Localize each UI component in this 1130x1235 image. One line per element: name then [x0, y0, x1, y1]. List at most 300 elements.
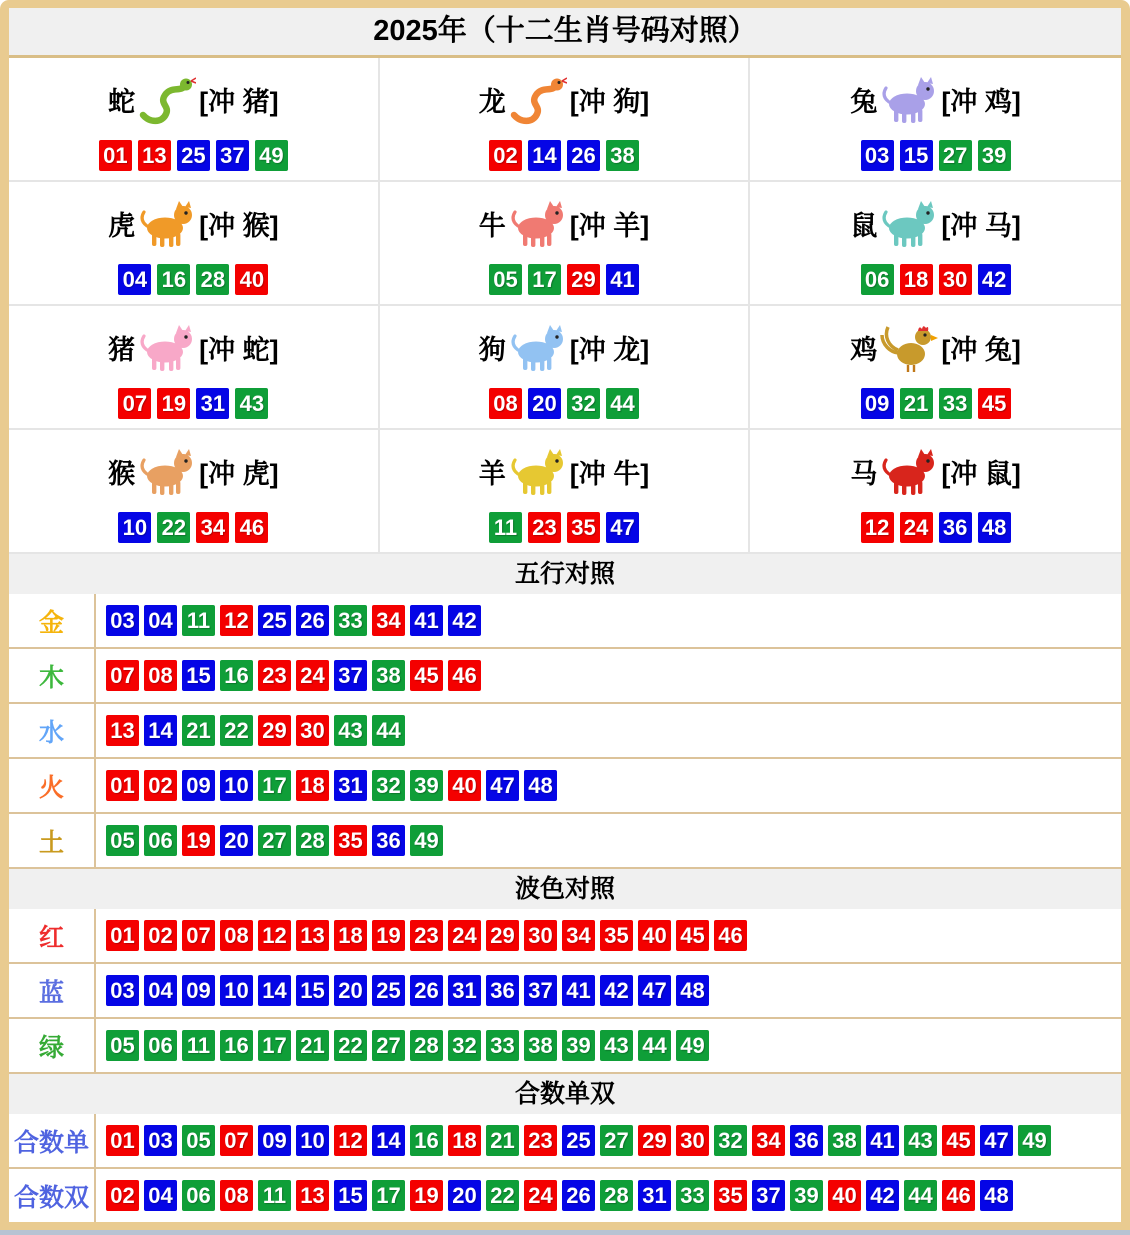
number-ball: 45: [978, 388, 1011, 419]
number-ball: 21: [486, 1125, 519, 1156]
number-ball: 18: [296, 770, 329, 801]
number-ball: 07: [106, 660, 139, 691]
number-ball: 11: [258, 1180, 291, 1211]
number-ball: 10: [296, 1125, 329, 1156]
number-ball: 09: [258, 1125, 291, 1156]
number-ball: 07: [182, 920, 215, 951]
number-ball: 07: [118, 388, 151, 419]
category-row: [9, 757, 1121, 812]
zodiac-clash-label: [冲 鸡]: [941, 87, 1021, 117]
number-ball: 09: [861, 388, 894, 419]
section-header: 五行对照: [9, 554, 1121, 594]
number-ball: 11: [182, 1030, 215, 1061]
number-ball: 10: [220, 770, 253, 801]
number-ball: 14: [258, 975, 291, 1006]
number-ball: 45: [676, 920, 709, 951]
number-ball: 22: [486, 1180, 519, 1211]
zodiac-clash-label: [冲 羊]: [569, 211, 650, 241]
number-ball: 29: [567, 264, 600, 295]
section: [9, 554, 1121, 867]
number-ball: 44: [606, 388, 639, 419]
zodiac-cell-header: [108, 440, 278, 504]
category-label: 木: [9, 649, 96, 702]
number-ball: 32: [372, 770, 405, 801]
section-rows: [9, 1114, 1121, 1222]
category-row: [9, 1114, 1121, 1167]
category-label: 土: [9, 814, 96, 867]
number-ball: 03: [106, 605, 139, 636]
number-ball: 25: [562, 1125, 595, 1156]
number-ball: 24: [448, 920, 481, 951]
number-ball: 27: [372, 1030, 405, 1061]
number-ball: 45: [410, 660, 443, 691]
number-ball: 01: [99, 140, 132, 171]
section-header: 波色对照: [9, 867, 1121, 909]
number-ball: 19: [410, 1180, 443, 1211]
zodiac-cell-header: [850, 316, 1020, 380]
number-ball: 04: [118, 264, 151, 295]
zodiac-cell-header: [850, 192, 1020, 256]
zodiac-clash-label: [冲 龙]: [569, 335, 650, 365]
zodiac-cell: [9, 430, 380, 554]
number-ball: 09: [182, 770, 215, 801]
category-label: 蓝: [9, 964, 96, 1017]
zodiac-clash-label: [冲 马]: [941, 211, 1021, 241]
goat-icon: [509, 447, 567, 497]
number-ball: 16: [157, 264, 190, 295]
number-ball: 10: [118, 512, 151, 543]
number-ball: 31: [638, 1180, 671, 1211]
number-ball: 28: [410, 1030, 443, 1061]
zodiac-clash-label: [冲 虎]: [199, 459, 279, 489]
number-ball: 01: [106, 1125, 139, 1156]
zodiac-animal-name: 蛇: [108, 87, 136, 117]
number-ball: 41: [562, 975, 595, 1006]
number-ball: 26: [296, 605, 329, 636]
category-label: 绿: [9, 1019, 96, 1072]
number-ball: 22: [334, 1030, 367, 1061]
category-label: 红: [9, 909, 96, 962]
number-ball: 19: [182, 825, 215, 856]
zodiac-animal-name: 狗: [478, 335, 506, 365]
zodiac-animal-name: 马: [850, 459, 878, 489]
category-number-row: [96, 1125, 1051, 1156]
zodiac-animal-name: 猴: [108, 459, 136, 489]
number-ball: 24: [900, 512, 933, 543]
number-ball: 34: [752, 1125, 785, 1156]
number-ball: 08: [489, 388, 522, 419]
zodiac-animal-name: 猪: [108, 335, 136, 365]
monkey-icon: [138, 447, 196, 497]
dragon-icon: [509, 75, 567, 125]
number-ball: 20: [220, 825, 253, 856]
zodiac-cell: [750, 306, 1121, 430]
number-ball: 33: [334, 605, 367, 636]
category-number-row: [96, 920, 747, 951]
category-row: [9, 647, 1121, 702]
zodiac-grid: [9, 58, 1121, 554]
number-ball: 15: [900, 140, 933, 171]
zodiac-cell: [380, 58, 751, 182]
pig-icon: [138, 323, 196, 373]
number-ball: 26: [562, 1180, 595, 1211]
number-ball: 25: [177, 140, 210, 171]
number-ball: 37: [524, 975, 557, 1006]
number-ball: 04: [144, 605, 177, 636]
number-ball: 49: [410, 825, 443, 856]
number-ball: 13: [296, 1180, 329, 1211]
section-header: 合数单双: [9, 1072, 1121, 1114]
zodiac-clash-label: [冲 狗]: [569, 87, 650, 117]
number-ball: 06: [182, 1180, 215, 1211]
number-ball: 01: [106, 770, 139, 801]
zodiac-cell-header: [108, 68, 278, 132]
category-number-row: [96, 975, 709, 1006]
number-ball: 21: [296, 1030, 329, 1061]
number-ball: 04: [144, 975, 177, 1006]
number-ball: 33: [939, 388, 972, 419]
number-ball: 46: [714, 920, 747, 951]
number-ball: 42: [978, 264, 1011, 295]
category-row: [9, 702, 1121, 757]
number-ball: 35: [714, 1180, 747, 1211]
sections-container: [9, 554, 1121, 1222]
zodiac-animal-name: 虎: [108, 211, 136, 241]
number-ball: 36: [486, 975, 519, 1006]
number-ball: 32: [567, 388, 600, 419]
snake-icon: [138, 75, 196, 125]
zodiac-number-row: [489, 264, 639, 295]
zodiac-number-row: [118, 264, 268, 295]
zodiac-clash-label: [冲 牛]: [569, 459, 650, 489]
number-ball: 40: [448, 770, 481, 801]
number-ball: 19: [372, 920, 405, 951]
section-rows: [9, 909, 1121, 1072]
number-ball: 27: [600, 1125, 633, 1156]
number-ball: 07: [220, 1125, 253, 1156]
number-ball: 17: [372, 1180, 405, 1211]
number-ball: 02: [144, 770, 177, 801]
number-ball: 08: [220, 920, 253, 951]
number-ball: 27: [258, 825, 291, 856]
number-ball: 49: [255, 140, 288, 171]
number-ball: 33: [676, 1180, 709, 1211]
page-bottom-strip: [0, 1230, 1130, 1235]
number-ball: 30: [676, 1125, 709, 1156]
number-ball: 23: [258, 660, 291, 691]
number-ball: 49: [676, 1030, 709, 1061]
zodiac-cell-header: [108, 316, 278, 380]
number-ball: 44: [638, 1030, 671, 1061]
number-ball: 21: [182, 715, 215, 746]
number-ball: 44: [372, 715, 405, 746]
number-ball: 09: [182, 975, 215, 1006]
number-ball: 12: [220, 605, 253, 636]
zodiac-number-row: [118, 512, 268, 543]
number-ball: 43: [235, 388, 268, 419]
number-ball: 38: [606, 140, 639, 171]
number-ball: 36: [372, 825, 405, 856]
number-ball: 29: [638, 1125, 671, 1156]
number-ball: 15: [334, 1180, 367, 1211]
number-ball: 02: [489, 140, 522, 171]
number-ball: 47: [606, 512, 639, 543]
number-ball: 03: [106, 975, 139, 1006]
number-ball: 02: [106, 1180, 139, 1211]
number-ball: 46: [448, 660, 481, 691]
number-ball: 17: [258, 1030, 291, 1061]
number-ball: 30: [939, 264, 972, 295]
number-ball: 42: [448, 605, 481, 636]
number-ball: 34: [196, 512, 229, 543]
zodiac-number-row: [861, 264, 1011, 295]
number-ball: 26: [567, 140, 600, 171]
number-ball: 17: [528, 264, 561, 295]
number-ball: 20: [528, 388, 561, 419]
number-ball: 04: [144, 1180, 177, 1211]
number-ball: 46: [235, 512, 268, 543]
number-ball: 15: [296, 975, 329, 1006]
number-ball: 05: [106, 1030, 139, 1061]
number-ball: 35: [600, 920, 633, 951]
number-ball: 18: [448, 1125, 481, 1156]
zodiac-cell-header: [479, 192, 649, 256]
number-ball: 12: [258, 920, 291, 951]
number-ball: 43: [600, 1030, 633, 1061]
number-ball: 35: [567, 512, 600, 543]
number-ball: 08: [220, 1180, 253, 1211]
category-label: 合数单: [9, 1114, 96, 1167]
number-ball: 36: [939, 512, 972, 543]
rabbit-icon: [880, 75, 938, 125]
number-ball: 30: [296, 715, 329, 746]
number-ball: 05: [489, 264, 522, 295]
number-ball: 20: [448, 1180, 481, 1211]
number-ball: 13: [106, 715, 139, 746]
rooster-icon: [880, 323, 938, 373]
zodiac-cell: [380, 182, 751, 306]
horse-icon: [880, 447, 938, 497]
zodiac-cell-header: [479, 440, 649, 504]
number-ball: 24: [524, 1180, 557, 1211]
number-ball: 32: [448, 1030, 481, 1061]
zodiac-cell: [9, 58, 380, 182]
category-number-row: [96, 605, 481, 636]
number-ball: 05: [182, 1125, 215, 1156]
zodiac-cell-header: [108, 192, 278, 256]
zodiac-number-row: [118, 388, 268, 419]
number-ball: 36: [790, 1125, 823, 1156]
number-ball: 06: [144, 825, 177, 856]
number-ball: 42: [866, 1180, 899, 1211]
rat-icon: [880, 199, 938, 249]
category-row: [9, 594, 1121, 647]
number-ball: 44: [904, 1180, 937, 1211]
number-ball: 38: [372, 660, 405, 691]
number-ball: 48: [524, 770, 557, 801]
zodiac-animal-name: 牛: [478, 211, 506, 241]
section: [9, 1072, 1121, 1222]
zodiac-animal-name: 鼠: [850, 211, 878, 241]
zodiac-number-row: [99, 140, 288, 171]
number-ball: 16: [410, 1125, 443, 1156]
ox-icon: [509, 199, 567, 249]
zodiac-clash-label: [冲 兔]: [941, 335, 1021, 365]
category-number-row: [96, 660, 481, 691]
category-number-row: [96, 825, 443, 856]
number-ball: 22: [220, 715, 253, 746]
zodiac-number-row: [489, 140, 639, 171]
number-ball: 11: [489, 512, 522, 543]
number-ball: 38: [524, 1030, 557, 1061]
zodiac-cell: [9, 306, 380, 430]
zodiac-cell: [750, 430, 1121, 554]
number-ball: 37: [216, 140, 249, 171]
category-row: [9, 962, 1121, 1017]
zodiac-clash-label: [冲 猪]: [199, 87, 279, 117]
number-ball: 47: [486, 770, 519, 801]
number-ball: 28: [296, 825, 329, 856]
number-ball: 21: [900, 388, 933, 419]
zodiac-cell: [380, 430, 751, 554]
number-ball: 47: [980, 1125, 1013, 1156]
number-ball: 42: [600, 975, 633, 1006]
zodiac-cell-header: [850, 440, 1020, 504]
category-row: [9, 812, 1121, 867]
number-ball: 40: [638, 920, 671, 951]
number-ball: 16: [220, 660, 253, 691]
category-label: 水: [9, 704, 96, 757]
number-ball: 48: [676, 975, 709, 1006]
dog-icon: [509, 323, 567, 373]
number-ball: 27: [939, 140, 972, 171]
category-number-row: [96, 715, 405, 746]
category-label: 火: [9, 759, 96, 812]
category-number-row: [96, 1030, 709, 1061]
number-ball: 13: [296, 920, 329, 951]
number-ball: 14: [528, 140, 561, 171]
number-ball: 46: [942, 1180, 975, 1211]
number-ball: 39: [978, 140, 1011, 171]
number-ball: 48: [978, 512, 1011, 543]
number-ball: 06: [861, 264, 894, 295]
number-ball: 06: [144, 1030, 177, 1061]
zodiac-cell-header: [479, 68, 649, 132]
number-ball: 34: [372, 605, 405, 636]
number-ball: 39: [562, 1030, 595, 1061]
number-ball: 18: [334, 920, 367, 951]
number-ball: 25: [258, 605, 291, 636]
category-number-row: [96, 770, 557, 801]
number-ball: 03: [861, 140, 894, 171]
zodiac-cell: [750, 58, 1121, 182]
number-ball: 12: [861, 512, 894, 543]
number-ball: 30: [524, 920, 557, 951]
category-label: 金: [9, 594, 96, 647]
number-ball: 23: [528, 512, 561, 543]
number-ball: 15: [182, 660, 215, 691]
number-ball: 43: [904, 1125, 937, 1156]
number-ball: 31: [196, 388, 229, 419]
number-ball: 33: [486, 1030, 519, 1061]
number-ball: 03: [144, 1125, 177, 1156]
number-ball: 31: [334, 770, 367, 801]
number-ball: 26: [410, 975, 443, 1006]
number-ball: 29: [486, 920, 519, 951]
category-label: 合数双: [9, 1169, 96, 1222]
section: [9, 867, 1121, 1072]
number-ball: 17: [258, 770, 291, 801]
number-ball: 31: [448, 975, 481, 1006]
tiger-icon: [138, 199, 196, 249]
number-ball: 16: [220, 1030, 253, 1061]
number-ball: 28: [600, 1180, 633, 1211]
zodiac-clash-label: [冲 蛇]: [199, 335, 279, 365]
number-ball: 01: [106, 920, 139, 951]
zodiac-number-row: [861, 388, 1011, 419]
number-ball: 37: [752, 1180, 785, 1211]
number-ball: 20: [334, 975, 367, 1006]
zodiac-number-row: [861, 512, 1011, 543]
number-ball: 24: [296, 660, 329, 691]
number-ball: 14: [372, 1125, 405, 1156]
number-ball: 41: [410, 605, 443, 636]
number-ball: 38: [828, 1125, 861, 1156]
number-ball: 14: [144, 715, 177, 746]
number-ball: 23: [410, 920, 443, 951]
number-ball: 10: [220, 975, 253, 1006]
zodiac-number-row: [861, 140, 1011, 171]
number-ball: 11: [182, 605, 215, 636]
number-ball: 22: [157, 512, 190, 543]
number-ball: 25: [372, 975, 405, 1006]
zodiac-cell-header: [850, 68, 1020, 132]
zodiac-animal-name: 兔: [850, 87, 878, 117]
zodiac-animal-name: 羊: [478, 459, 506, 489]
number-ball: 39: [410, 770, 443, 801]
zodiac-clash-label: [冲 鼠]: [941, 459, 1021, 489]
number-ball: 05: [106, 825, 139, 856]
number-ball: 47: [638, 975, 671, 1006]
category-row: [9, 1167, 1121, 1222]
number-ball: 49: [1018, 1125, 1051, 1156]
number-ball: 28: [196, 264, 229, 295]
category-number-row: [96, 1180, 1013, 1211]
number-ball: 40: [828, 1180, 861, 1211]
zodiac-cell: [750, 182, 1121, 306]
zodiac-animal-name: 龙: [478, 87, 506, 117]
section-rows: [9, 594, 1121, 867]
zodiac-cell: [380, 306, 751, 430]
category-row: [9, 1017, 1121, 1072]
zodiac-animal-name: 鸡: [850, 335, 878, 365]
number-ball: 35: [334, 825, 367, 856]
number-ball: 41: [866, 1125, 899, 1156]
chart-panel: [9, 8, 1121, 1222]
number-ball: 02: [144, 920, 177, 951]
number-ball: 08: [144, 660, 177, 691]
number-ball: 23: [524, 1125, 557, 1156]
number-ball: 40: [235, 264, 268, 295]
zodiac-clash-label: [冲 猴]: [199, 211, 279, 241]
number-ball: 41: [606, 264, 639, 295]
number-ball: 29: [258, 715, 291, 746]
zodiac-cell: [9, 182, 380, 306]
zodiac-cell-header: [479, 316, 649, 380]
number-ball: 32: [714, 1125, 747, 1156]
page-title: 2025年（十二生肖号码对照）: [9, 8, 1121, 58]
number-ball: 12: [334, 1125, 367, 1156]
